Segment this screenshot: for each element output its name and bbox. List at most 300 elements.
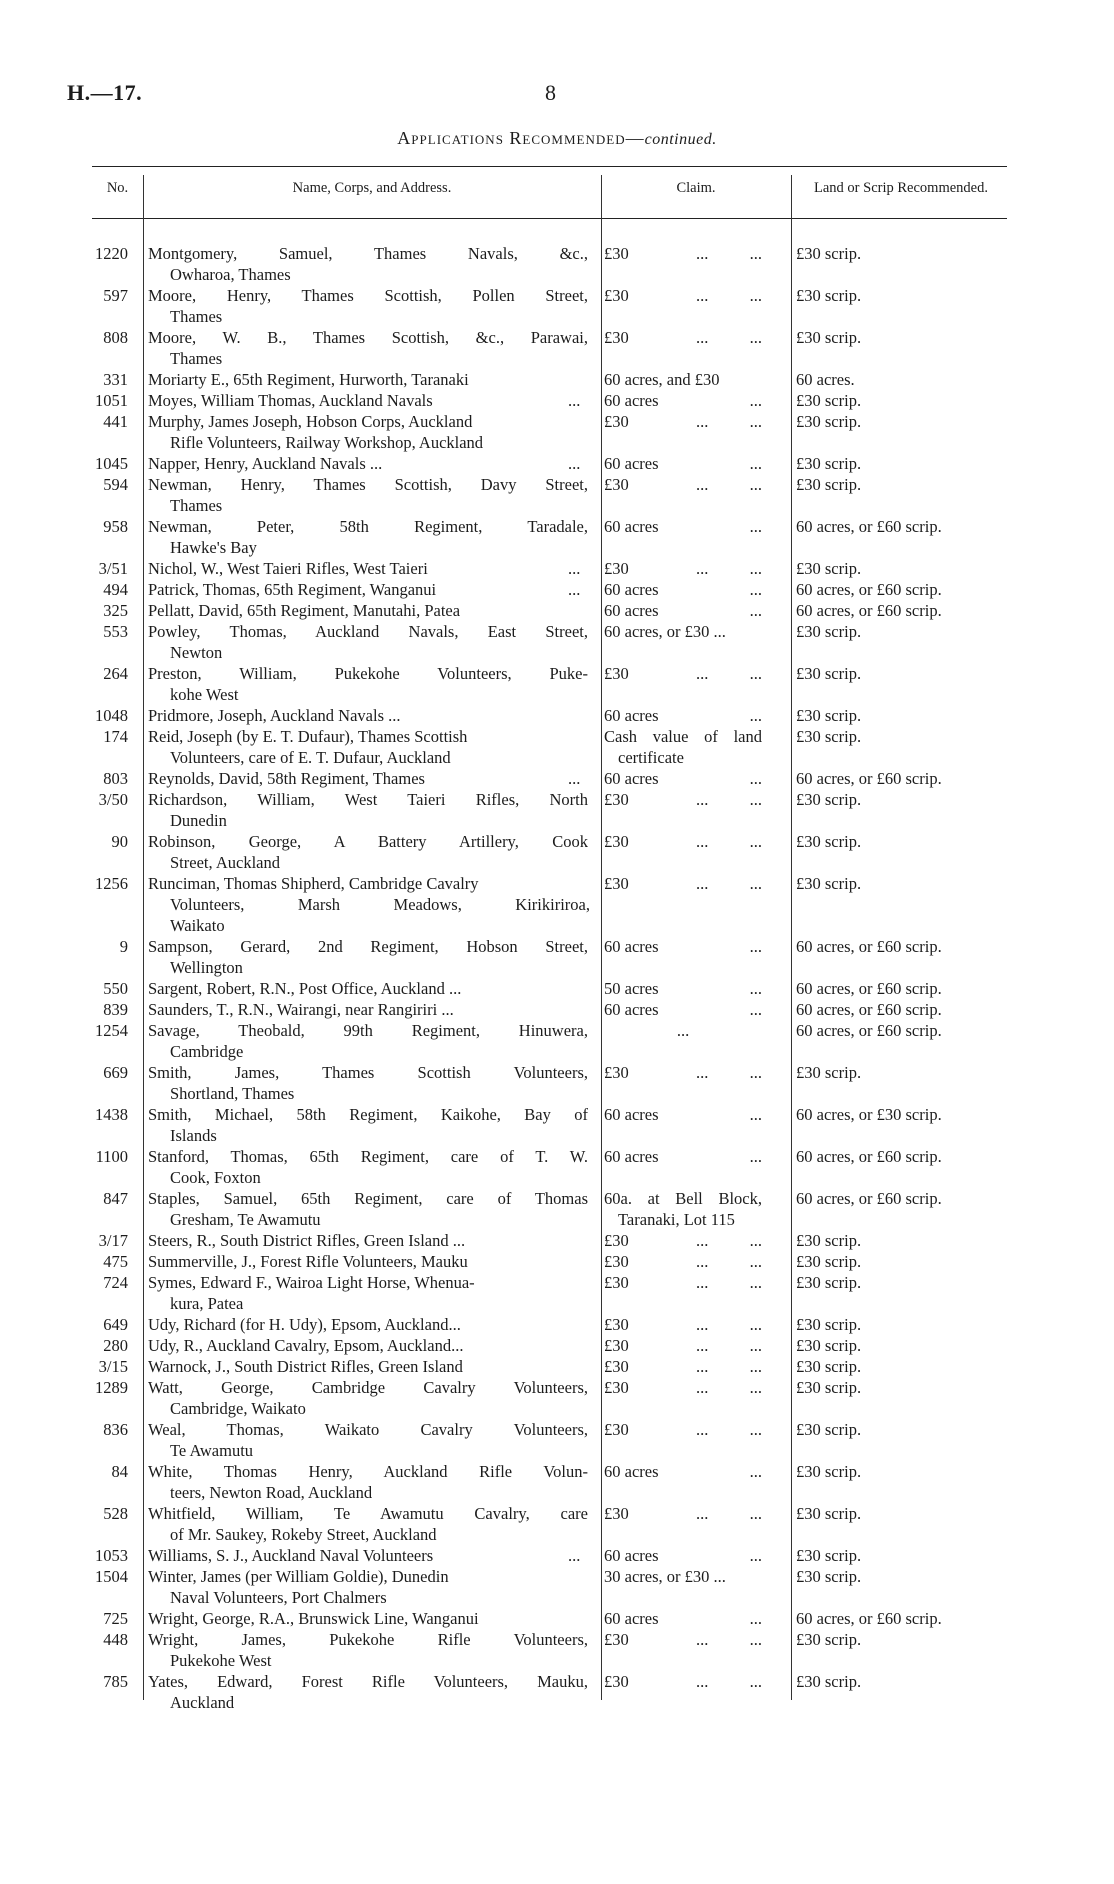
entry-name-continued: Dunedin — [170, 811, 227, 830]
table-row — [0, 580, 1114, 600]
table-row-continuation — [0, 1588, 1114, 1608]
table-row-continuation — [0, 1693, 1114, 1713]
entry-claim: £30 — [604, 1357, 629, 1376]
table-row — [0, 1273, 1114, 1293]
leader-dots: ... — [749, 1609, 762, 1628]
leader-dots: ... ... — [696, 1630, 762, 1649]
table-row-continuation — [0, 1042, 1114, 1062]
table-header-rule — [92, 218, 1007, 219]
leader-dots: ... ... — [696, 328, 762, 347]
entry-recommended: 60 acres, or £60 scrip. — [796, 1000, 942, 1019]
entry-name: Wright, James, Pukekohe Rifle Volunteers, — [148, 1630, 588, 1649]
table-row — [0, 706, 1114, 726]
entry-claim: £30 — [604, 832, 629, 851]
entry-name-continued: kura, Patea — [170, 1294, 244, 1313]
entry-recommended: £30 scrip. — [796, 391, 862, 410]
table-row-continuation — [0, 643, 1114, 663]
entry-recommended: £30 scrip. — [796, 1252, 862, 1271]
entry-claim: 60 acres, or £30 ... — [604, 622, 726, 641]
entry-recommended: 60 acres, or £60 scrip. — [796, 979, 942, 998]
leader-dots: ... ... — [696, 1672, 762, 1691]
entry-claim: 60 acres — [604, 1000, 659, 1019]
entry-recommended: £30 scrip. — [796, 559, 862, 578]
table-row — [0, 286, 1114, 306]
entry-name-continued: Thames — [170, 496, 223, 515]
entry-number: 84 — [111, 1462, 128, 1481]
entry-name: Savage, Theobald, 99th Regiment, Hinuwera, — [148, 1021, 588, 1040]
table-row-continuation — [0, 265, 1114, 285]
entry-claim: 60 acres — [604, 1462, 659, 1481]
entry-number: 9 — [119, 937, 128, 956]
entry-number: 528 — [103, 1504, 128, 1523]
entry-claim: £30 — [604, 412, 629, 431]
table-row — [0, 391, 1114, 411]
table-row — [0, 1336, 1114, 1356]
entry-name: Udy, R., Auckland Cavalry, Epsom, Auckland... — [148, 1336, 464, 1355]
entry-name: Moyes, William Thomas, Auckland Navals — [148, 391, 433, 410]
entry-number: 836 — [103, 1420, 128, 1439]
table-row — [0, 1105, 1114, 1125]
entry-name-continued: teers, Newton Road, Auckland — [170, 1483, 373, 1502]
entry-name: Reid, Joseph (by E. T. Dufaur), Thames Scottish — [148, 727, 468, 746]
leader-dots: ... ... — [696, 1063, 762, 1082]
entry-name-continued: Volunteers, care of E. T. Dufaur, Auckland — [170, 748, 451, 767]
table-row — [0, 1630, 1114, 1650]
entry-name-continued: Cook, Foxton — [170, 1168, 261, 1187]
leader-dots: ... ... — [696, 475, 762, 494]
entry-claim: £30 — [604, 1315, 629, 1334]
entry-name: Napper, Henry, Auckland Navals ... — [148, 454, 383, 473]
entry-name: Yates, Edward, Forest Rifle Volunteers, Mauku, — [148, 1672, 588, 1691]
table-row — [0, 937, 1114, 957]
entry-claim: £30 — [604, 1336, 629, 1355]
entry-claim: 60 acres — [604, 937, 659, 956]
entry-name: Sargent, Robert, R.N., Post Office, Auckland ... — [148, 979, 462, 998]
entry-number: 649 — [103, 1315, 128, 1334]
entry-number: 724 — [103, 1273, 128, 1292]
entry-number: 1045 — [95, 454, 128, 473]
leader-dots: ... — [749, 1105, 762, 1124]
leader-dots: ... — [749, 706, 762, 725]
leader-dots: ... ... — [696, 1378, 762, 1397]
entry-claim: £30 — [604, 1252, 629, 1271]
entry-recommended: 60 acres, or £60 scrip. — [796, 1147, 942, 1166]
entry-name: Newman, Peter, 58th Regiment, Taradale, — [148, 517, 588, 536]
leader-dots: ... — [749, 1462, 762, 1481]
table-row-continuation — [0, 433, 1114, 453]
caption-continued: continued. — [644, 131, 717, 148]
entry-name-continued: Shortland, Thames — [170, 1084, 295, 1103]
entry-name-continued: Waikato — [170, 916, 225, 935]
table-row — [0, 1021, 1114, 1041]
entry-number: 839 — [103, 1000, 128, 1019]
leader-dots: ... — [749, 391, 762, 410]
entry-recommended: £30 scrip. — [796, 706, 862, 725]
entry-recommended: £30 scrip. — [796, 1567, 862, 1586]
table-row-continuation — [0, 1126, 1114, 1146]
entry-number: 1220 — [95, 244, 128, 263]
entry-number: 958 — [103, 517, 128, 536]
table-top-rule — [92, 166, 1007, 167]
table-row-continuation — [0, 1441, 1114, 1461]
entry-recommended: 60 acres, or £60 scrip. — [796, 580, 942, 599]
entry-name-continued: kohe West — [170, 685, 239, 704]
table-row — [0, 790, 1114, 810]
leader-dots: ... — [749, 517, 762, 536]
entry-number: 1254 — [95, 1021, 128, 1040]
entry-recommended: 60 acres, or £60 scrip. — [796, 937, 942, 956]
entry-name: Moore, Henry, Thames Scottish, Pollen Street, — [148, 286, 588, 305]
entry-claim: 60 acres — [604, 1609, 659, 1628]
table-row-continuation — [0, 496, 1114, 516]
entry-recommended: £30 scrip. — [796, 475, 862, 494]
column-header-recommended: Land or Scrip Recommended. — [814, 180, 988, 196]
leader-dots: ... ... — [696, 664, 762, 683]
entry-number: 550 — [103, 979, 128, 998]
entry-recommended: 60 acres, or £30 scrip. — [796, 1105, 942, 1124]
table-row — [0, 664, 1114, 684]
table-row-continuation — [0, 916, 1114, 936]
entry-recommended: £30 scrip. — [796, 1378, 862, 1397]
leader-dots: ... ... — [696, 412, 762, 431]
entry-name-continued: Naval Volunteers, Port Chalmers — [170, 1588, 387, 1607]
entry-number: 264 — [103, 664, 128, 683]
entry-name: Summerville, J., Forest Rifle Volunteers, Mauku — [148, 1252, 468, 1271]
table-row-continuation — [0, 307, 1114, 327]
entry-recommended: £30 scrip. — [796, 1462, 862, 1481]
entry-claim-continued: certificate — [618, 748, 684, 767]
entry-claim: £30 — [604, 1231, 629, 1250]
entry-number: 441 — [103, 412, 128, 431]
entry-claim: £30 — [604, 244, 629, 263]
table-row-continuation — [0, 1651, 1114, 1671]
entry-name: White, Thomas Henry, Auckland Rifle Volun- — [148, 1462, 588, 1481]
leader-dots: ... — [749, 1546, 762, 1565]
entry-recommended: £30 scrip. — [796, 622, 862, 641]
entry-recommended: £30 scrip. — [796, 286, 862, 305]
table-row-continuation — [0, 748, 1114, 768]
table-row — [0, 370, 1114, 390]
table-row — [0, 769, 1114, 789]
entry-recommended: £30 scrip. — [796, 664, 862, 683]
entry-name: Murphy, James Joseph, Hobson Corps, Auckland — [148, 412, 473, 431]
entry-claim: £30 — [604, 1630, 629, 1649]
entry-claim: Cash value of land — [604, 727, 762, 746]
entry-number: 1438 — [95, 1105, 128, 1124]
entry-claim: 30 acres, or £30 ... — [604, 1567, 726, 1586]
entry-recommended: £30 scrip. — [796, 1420, 862, 1439]
table-row — [0, 1672, 1114, 1692]
entry-claim: £30 — [604, 1672, 629, 1691]
leader-dots: ... — [749, 601, 762, 620]
table-row-continuation — [0, 1483, 1114, 1503]
entry-number: 3/50 — [98, 790, 128, 809]
entry-claim: £30 — [604, 559, 629, 578]
leader-dots: ... ... — [696, 1273, 762, 1292]
entry-name-continued: Hawke's Bay — [170, 538, 257, 557]
entry-number: 494 — [103, 580, 128, 599]
table-row-continuation — [0, 1168, 1114, 1188]
entry-claim: £30 — [604, 664, 629, 683]
entry-claim: 60 acres — [604, 1105, 659, 1124]
table-row — [0, 475, 1114, 495]
entry-name-continued: Te Awamutu — [170, 1441, 254, 1460]
document-code: H.—17. — [67, 80, 143, 105]
leader-dots: ... — [568, 454, 581, 473]
entry-claim: £30 — [604, 1273, 629, 1292]
entry-number: 803 — [103, 769, 128, 788]
entry-number: 325 — [103, 601, 128, 620]
entry-recommended: £30 scrip. — [796, 1336, 862, 1355]
table-row — [0, 1504, 1114, 1524]
table-row — [0, 1546, 1114, 1566]
column-header-name: Name, Corps, and Address. — [292, 180, 452, 196]
table-row — [0, 979, 1114, 999]
leader-dots: ... ... — [696, 1336, 762, 1355]
entry-name-continued: Islands — [170, 1126, 217, 1145]
entry-name: Watt, George, Cambridge Cavalry Volunteers, — [148, 1378, 588, 1397]
entry-recommended: 60 acres, or £60 scrip. — [796, 601, 942, 620]
entry-name-continued: Street, Auckland — [170, 853, 280, 872]
entry-claim: £30 — [604, 286, 629, 305]
leader-dots: ... ... — [696, 1420, 762, 1439]
entry-claim: 60 acres — [604, 517, 659, 536]
entry-name: Patrick, Thomas, 65th Regiment, Wanganui — [148, 580, 437, 599]
entry-number: 669 — [103, 1063, 128, 1082]
entry-recommended: £30 scrip. — [796, 1273, 862, 1292]
table-row-continuation — [0, 853, 1114, 873]
table-row-continuation — [0, 349, 1114, 369]
entry-name: Smith, James, Thames Scottish Volunteers, — [148, 1063, 588, 1082]
entry-recommended: £30 scrip. — [796, 1546, 862, 1565]
entry-claim: 60 acres — [604, 1546, 659, 1565]
entry-name: Winter, James (per William Goldie), Dunedin — [148, 1567, 449, 1586]
leader-dots: ... ... — [696, 244, 762, 263]
entry-number: 174 — [103, 727, 128, 746]
entry-recommended: £30 scrip. — [796, 454, 862, 473]
entry-number: 725 — [103, 1609, 128, 1628]
entry-name: Stanford, Thomas, 65th Regiment, care of T. W. — [148, 1147, 588, 1166]
leader-dots: ... ... — [696, 1231, 762, 1250]
entry-name-continued: of Mr. Saukey, Rokeby Street, Auckland — [170, 1525, 437, 1544]
entry-claim: 60a. at Bell Block, — [604, 1189, 762, 1208]
table-row-continuation — [0, 958, 1114, 978]
entry-number: 3/51 — [98, 559, 128, 578]
table-row — [0, 244, 1114, 264]
entry-name: Preston, William, Pukekohe Volunteers, Puke- — [148, 664, 588, 683]
entry-claim: 60 acres — [604, 580, 659, 599]
entry-recommended: £30 scrip. — [796, 874, 862, 893]
entry-number: 90 — [111, 832, 128, 851]
leader-dots: ... — [749, 1000, 762, 1019]
entry-number: 3/17 — [98, 1231, 128, 1250]
entry-name: Pellatt, David, 65th Regiment, Manutahi, Patea — [148, 601, 461, 620]
table-row — [0, 559, 1114, 579]
entry-number: 808 — [103, 328, 128, 347]
entry-name: Sampson, Gerard, 2nd Regiment, Hobson Street, — [148, 937, 588, 956]
entry-claim: £30 — [604, 475, 629, 494]
table-row — [0, 1567, 1114, 1587]
entry-recommended: £30 scrip. — [796, 727, 862, 746]
entry-claim: 60 acres — [604, 454, 659, 473]
table-row — [0, 1357, 1114, 1377]
entry-claim-continued: Taranaki, Lot 115 — [618, 1210, 735, 1229]
entry-recommended: £30 scrip. — [796, 790, 862, 809]
entry-name-continued: Newton — [170, 643, 223, 662]
entry-recommended: £30 scrip. — [796, 412, 862, 431]
entry-name: Staples, Samuel, 65th Regiment, care of Thomas — [148, 1189, 588, 1208]
entry-name: Williams, S. J., Auckland Naval Volunteers — [148, 1546, 434, 1565]
entry-claim: 50 acres — [604, 979, 659, 998]
entry-recommended: £30 scrip. — [796, 1672, 862, 1691]
table-row — [0, 1315, 1114, 1335]
entry-name: Wright, George, R.A., Brunswick Line, Wanganui — [148, 1609, 479, 1628]
table-row — [0, 1231, 1114, 1251]
entry-name-continued: Cambridge, Waikato — [170, 1399, 306, 1418]
leader-dots: ... ... — [696, 832, 762, 851]
table-row-continuation — [0, 685, 1114, 705]
entry-number: 1051 — [95, 391, 128, 410]
entry-name: Symes, Edward F., Wairoa Light Horse, Whenua- — [148, 1273, 475, 1292]
table-row — [0, 601, 1114, 621]
table-row — [0, 1609, 1114, 1629]
entry-number: 1289 — [95, 1378, 128, 1397]
table-row — [0, 328, 1114, 348]
entry-name: Robinson, George, A Battery Artillery, Cook — [148, 832, 588, 851]
entry-claim: £30 — [604, 874, 629, 893]
entry-name: Warnock, J., South District Rifles, Green Island — [148, 1357, 463, 1376]
leader-dots: ... — [568, 580, 581, 599]
entry-name-continued: Wellington — [170, 958, 243, 977]
entry-claim: 60 acres — [604, 706, 659, 725]
entry-name: Whitfield, William, Te Awamutu Cavalry, care — [148, 1504, 588, 1523]
table-row — [0, 1462, 1114, 1482]
caption-main: Applications Recommended— — [397, 128, 645, 148]
entry-number: 331 — [103, 370, 128, 389]
table-row — [0, 1378, 1114, 1398]
column-header-claim: Claim. — [676, 180, 716, 196]
entry-claim: £30 — [604, 328, 629, 347]
table-row — [0, 874, 1114, 894]
leader-dots: ... ... — [696, 1357, 762, 1376]
table-row — [0, 1063, 1114, 1083]
table-row-continuation — [0, 1210, 1114, 1230]
table-caption — [0, 128, 1114, 149]
entry-name: Saunders, T., R.N., Wairangi, near Rangiriri ... — [148, 1000, 454, 1019]
table-row — [0, 727, 1114, 747]
entry-number: 475 — [103, 1252, 128, 1271]
leader-dots: ... ... — [696, 1315, 762, 1334]
entry-claim: 60 acres — [604, 601, 659, 620]
entry-recommended: 60 acres, or £60 scrip. — [796, 1189, 942, 1208]
leader-dots: ... ... — [696, 1504, 762, 1523]
entry-number: 785 — [103, 1672, 128, 1691]
entry-recommended: £30 scrip. — [796, 1630, 862, 1649]
entry-name: Powley, Thomas, Auckland Navals, East Street, — [148, 622, 588, 641]
entry-recommended: 60 acres. — [796, 370, 855, 389]
entry-claim: 60 acres, and £30 — [604, 370, 720, 389]
entry-recommended: £30 scrip. — [796, 328, 862, 347]
table-row — [0, 517, 1114, 537]
leader-dots: ... — [749, 1147, 762, 1166]
leader-dots: ... — [749, 580, 762, 599]
entry-recommended: £30 scrip. — [796, 1504, 862, 1523]
leader-dots: ... — [568, 769, 581, 788]
table-row — [0, 1147, 1114, 1167]
entry-number: 1256 — [95, 874, 128, 893]
entry-number: 847 — [103, 1189, 128, 1208]
table-row-continuation — [0, 811, 1114, 831]
entry-number: 448 — [103, 1630, 128, 1649]
leader-dots: ... — [749, 979, 762, 998]
entry-recommended: £30 scrip. — [796, 1063, 862, 1082]
entry-name: Newman, Henry, Thames Scottish, Davy Street, — [148, 475, 588, 494]
entry-name-continued: Thames — [170, 307, 223, 326]
entry-name: Reynolds, David, 58th Regiment, Thames — [148, 769, 425, 788]
entry-recommended: £30 scrip. — [796, 832, 862, 851]
entry-number: 1100 — [95, 1147, 128, 1166]
entry-name: Smith, Michael, 58th Regiment, Kaikohe, Bay of — [148, 1105, 588, 1124]
entry-claim: £30 — [604, 1504, 629, 1523]
leader-dots: ... — [749, 769, 762, 788]
entry-number: 1504 — [95, 1567, 128, 1586]
entry-number: 594 — [103, 475, 128, 494]
entry-recommended: 60 acres, or £60 scrip. — [796, 1021, 942, 1040]
entry-number: 1053 — [95, 1546, 128, 1565]
entry-name: Udy, Richard (for H. Udy), Epsom, Auckland... — [148, 1315, 461, 1334]
entry-number: 3/15 — [98, 1357, 128, 1376]
table-row-continuation — [0, 538, 1114, 558]
leader-dots: ... — [568, 559, 581, 578]
entry-recommended: £30 scrip. — [796, 1315, 862, 1334]
leader-dots: ... ... — [696, 790, 762, 809]
table-row — [0, 454, 1114, 474]
entry-number: 280 — [103, 1336, 128, 1355]
leader-dots: ... — [568, 391, 581, 410]
page-number: 8 — [545, 80, 556, 105]
entry-claim: £30 — [604, 1378, 629, 1397]
entry-recommended: £30 scrip. — [796, 244, 862, 263]
leader-dots: ... ... — [696, 1252, 762, 1271]
entry-recommended: 60 acres, or £60 scrip. — [796, 517, 942, 536]
table-row-continuation — [0, 895, 1114, 915]
table-row-continuation — [0, 1084, 1114, 1104]
entry-name: Runciman, Thomas Shipherd, Cambridge Cavalry — [148, 874, 479, 893]
entry-recommended: 60 acres, or £60 scrip. — [796, 769, 942, 788]
leader-dots: ... — [749, 454, 762, 473]
entry-name: Moriarty E., 65th Regiment, Hurworth, Taranaki — [148, 370, 469, 389]
entry-recommended: 60 acres, or £60 scrip. — [796, 1609, 942, 1628]
leader-dots: ... — [568, 1546, 581, 1565]
entry-claim: £30 — [604, 790, 629, 809]
leader-dots: ... ... — [696, 874, 762, 893]
table-row — [0, 832, 1114, 852]
entry-claim: 60 acres — [604, 391, 659, 410]
entry-claim: £30 — [604, 1063, 629, 1082]
leader-dots: ... — [749, 937, 762, 956]
entry-name: Weal, Thomas, Waikato Cavalry Volunteers, — [148, 1420, 588, 1439]
entry-number: 597 — [103, 286, 128, 305]
entry-number: 553 — [103, 622, 128, 641]
table-row-continuation — [0, 1525, 1114, 1545]
entry-recommended: £30 scrip. — [796, 1357, 862, 1376]
entry-name: Nichol, W., West Taieri Rifles, West Taieri — [148, 559, 428, 578]
table-row-continuation — [0, 1399, 1114, 1419]
table-row — [0, 1000, 1114, 1020]
entry-name: Moore, W. B., Thames Scottish, &c., Parawai, — [148, 328, 588, 347]
entry-name-continued: Owharoa, Thames — [170, 265, 291, 284]
entry-recommended: £30 scrip. — [796, 1231, 862, 1250]
